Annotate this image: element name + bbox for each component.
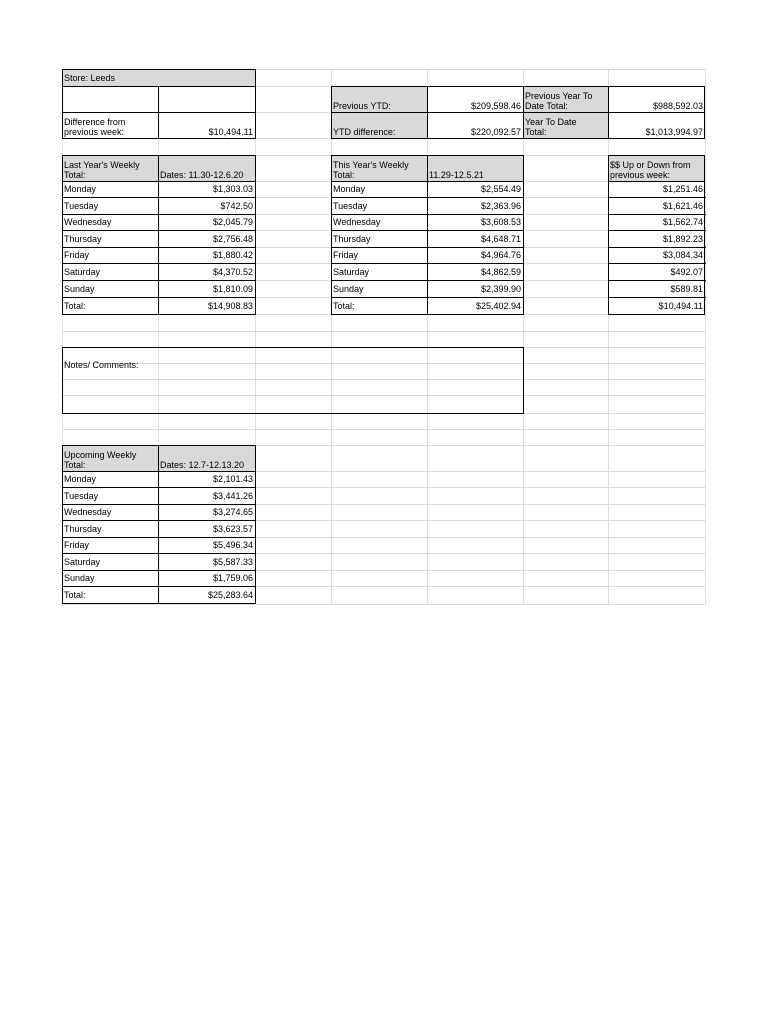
spreadsheet xyxy=(62,69,705,604)
gridline xyxy=(62,413,705,414)
row-value[interactable]: $1,621.46 xyxy=(662,200,703,211)
gridline xyxy=(523,69,524,604)
row-label[interactable]: Sunday xyxy=(64,283,95,294)
row-value[interactable]: $14,908.83 xyxy=(207,300,253,311)
row-label[interactable]: Wednesday xyxy=(64,217,112,227)
row-label[interactable]: Friday xyxy=(64,250,90,260)
row-label[interactable]: Monday xyxy=(64,184,97,194)
row-value[interactable]: $1,892.23 xyxy=(662,233,703,244)
row-value[interactable]: $2,363.96 xyxy=(480,200,521,211)
gridline xyxy=(608,69,609,604)
row-label[interactable]: Thursday xyxy=(64,233,102,244)
row-value[interactable]: $2,756.48 xyxy=(212,233,253,244)
prev-year-to-date-value[interactable]: $988,592.03 xyxy=(652,101,703,111)
gridline xyxy=(705,69,706,604)
row-value[interactable]: $3,084.34 xyxy=(662,250,703,260)
last-year-header[interactable]: Last Year's Weekly Total: xyxy=(62,155,158,181)
row-value[interactable]: $4,370.52 xyxy=(212,266,253,277)
row-value[interactable]: $25,283.64 xyxy=(207,590,253,600)
row-value[interactable]: $4,648.71 xyxy=(480,233,521,244)
row-value[interactable]: $492.07 xyxy=(670,266,703,277)
row-label[interactable]: Saturday xyxy=(333,266,370,277)
row-label[interactable]: Tuesday xyxy=(333,200,368,211)
row-value[interactable]: $4,862.59 xyxy=(480,266,521,277)
row-value[interactable]: $1,880.42 xyxy=(212,250,253,260)
row-label[interactable]: Saturday xyxy=(64,556,101,567)
row-value[interactable]: $3,441.26 xyxy=(212,490,253,501)
row-value[interactable]: $2,399.90 xyxy=(480,283,521,294)
row-label[interactable]: Tuesday xyxy=(64,490,99,501)
row-label[interactable]: Wednesday xyxy=(64,507,112,517)
prev-year-to-date-label[interactable]: Previous Year To Date Total: xyxy=(523,86,608,112)
store-label[interactable]: Store: Leeds xyxy=(62,69,255,86)
ytd-difference-value[interactable]: $220,092.57 xyxy=(470,127,521,137)
row-value[interactable]: $2,101.43 xyxy=(212,474,253,484)
row-label[interactable]: Friday xyxy=(64,540,90,550)
difference-label[interactable]: Difference from previous week: xyxy=(64,117,126,137)
row-label[interactable]: Friday xyxy=(333,250,359,260)
row-value[interactable]: $3,608.53 xyxy=(480,217,521,227)
previous-ytd-label[interactable]: Previous YTD: xyxy=(331,86,427,112)
this-year-dates[interactable]: 11.29-12.5.21 xyxy=(427,155,523,181)
notes-box[interactable] xyxy=(62,347,523,413)
upcoming-header[interactable]: Upcoming Weekly Total: xyxy=(62,445,158,471)
row-label[interactable]: Total: xyxy=(333,300,355,311)
gridline xyxy=(331,69,332,604)
row-label[interactable]: Monday xyxy=(333,184,366,194)
row-value[interactable]: $1,562.74 xyxy=(662,217,703,227)
row-value[interactable]: $5,587.33 xyxy=(212,556,253,567)
row-value[interactable]: $4,964.76 xyxy=(480,250,521,260)
row-value[interactable]: $589.81 xyxy=(670,283,703,294)
row-label[interactable]: Thursday xyxy=(64,523,102,534)
ytd-difference-label[interactable]: YTD difference: xyxy=(331,112,427,138)
row-label[interactable]: Monday xyxy=(64,474,97,484)
year-to-date-label[interactable]: Year To Date Total: xyxy=(523,112,608,138)
last-year-dates[interactable]: Dates: 11.30-12.6.20 xyxy=(158,155,255,181)
row-label[interactable]: Sunday xyxy=(64,573,95,583)
row-label[interactable]: Sunday xyxy=(333,283,364,294)
row-label[interactable]: Tuesday xyxy=(64,200,99,211)
year-to-date-value[interactable]: $1,013,994.97 xyxy=(645,127,703,137)
row-value[interactable]: $3,623.57 xyxy=(212,523,253,534)
row-label[interactable]: Total: xyxy=(64,590,86,600)
gridline xyxy=(62,138,705,139)
this-year-header[interactable]: This Year's Weekly Total: xyxy=(331,155,427,181)
gridline xyxy=(62,331,705,332)
upcoming-dates[interactable]: Dates: 12.7-12.13.20 xyxy=(158,445,255,471)
gridline xyxy=(62,604,705,605)
gridline xyxy=(255,69,256,604)
row-value[interactable]: $5,496.34 xyxy=(212,540,253,550)
row-value[interactable]: $1,303.03 xyxy=(212,184,253,194)
up-down-header[interactable]: $$ Up or Down from previous week: xyxy=(608,155,705,181)
row-value[interactable]: $1,251.46 xyxy=(662,184,703,194)
row-label[interactable]: Saturday xyxy=(64,266,101,277)
row-label[interactable]: Thursday xyxy=(333,233,371,244)
row-value[interactable]: $1,759.06 xyxy=(212,573,253,583)
notes-label: Notes/ Comments: xyxy=(64,360,139,370)
difference-value[interactable]: $10,494.11 xyxy=(208,127,253,137)
row-label[interactable]: Total: xyxy=(64,300,86,311)
row-value[interactable]: $10,494.11 xyxy=(658,300,703,311)
row-value[interactable]: $3,274.65 xyxy=(212,507,253,517)
gridline xyxy=(427,69,428,604)
row-value[interactable]: $25,402.94 xyxy=(475,300,521,311)
previous-ytd-value[interactable]: $209,598.46 xyxy=(470,101,521,111)
row-label[interactable]: Wednesday xyxy=(333,217,381,227)
row-value[interactable]: $2,554.49 xyxy=(480,184,521,194)
row-value[interactable]: $1,810.09 xyxy=(212,283,253,294)
row-value[interactable]: $742.50 xyxy=(220,200,253,211)
row-value[interactable]: $2,045.79 xyxy=(212,217,253,227)
gridline xyxy=(62,314,705,315)
gridline xyxy=(62,429,705,430)
